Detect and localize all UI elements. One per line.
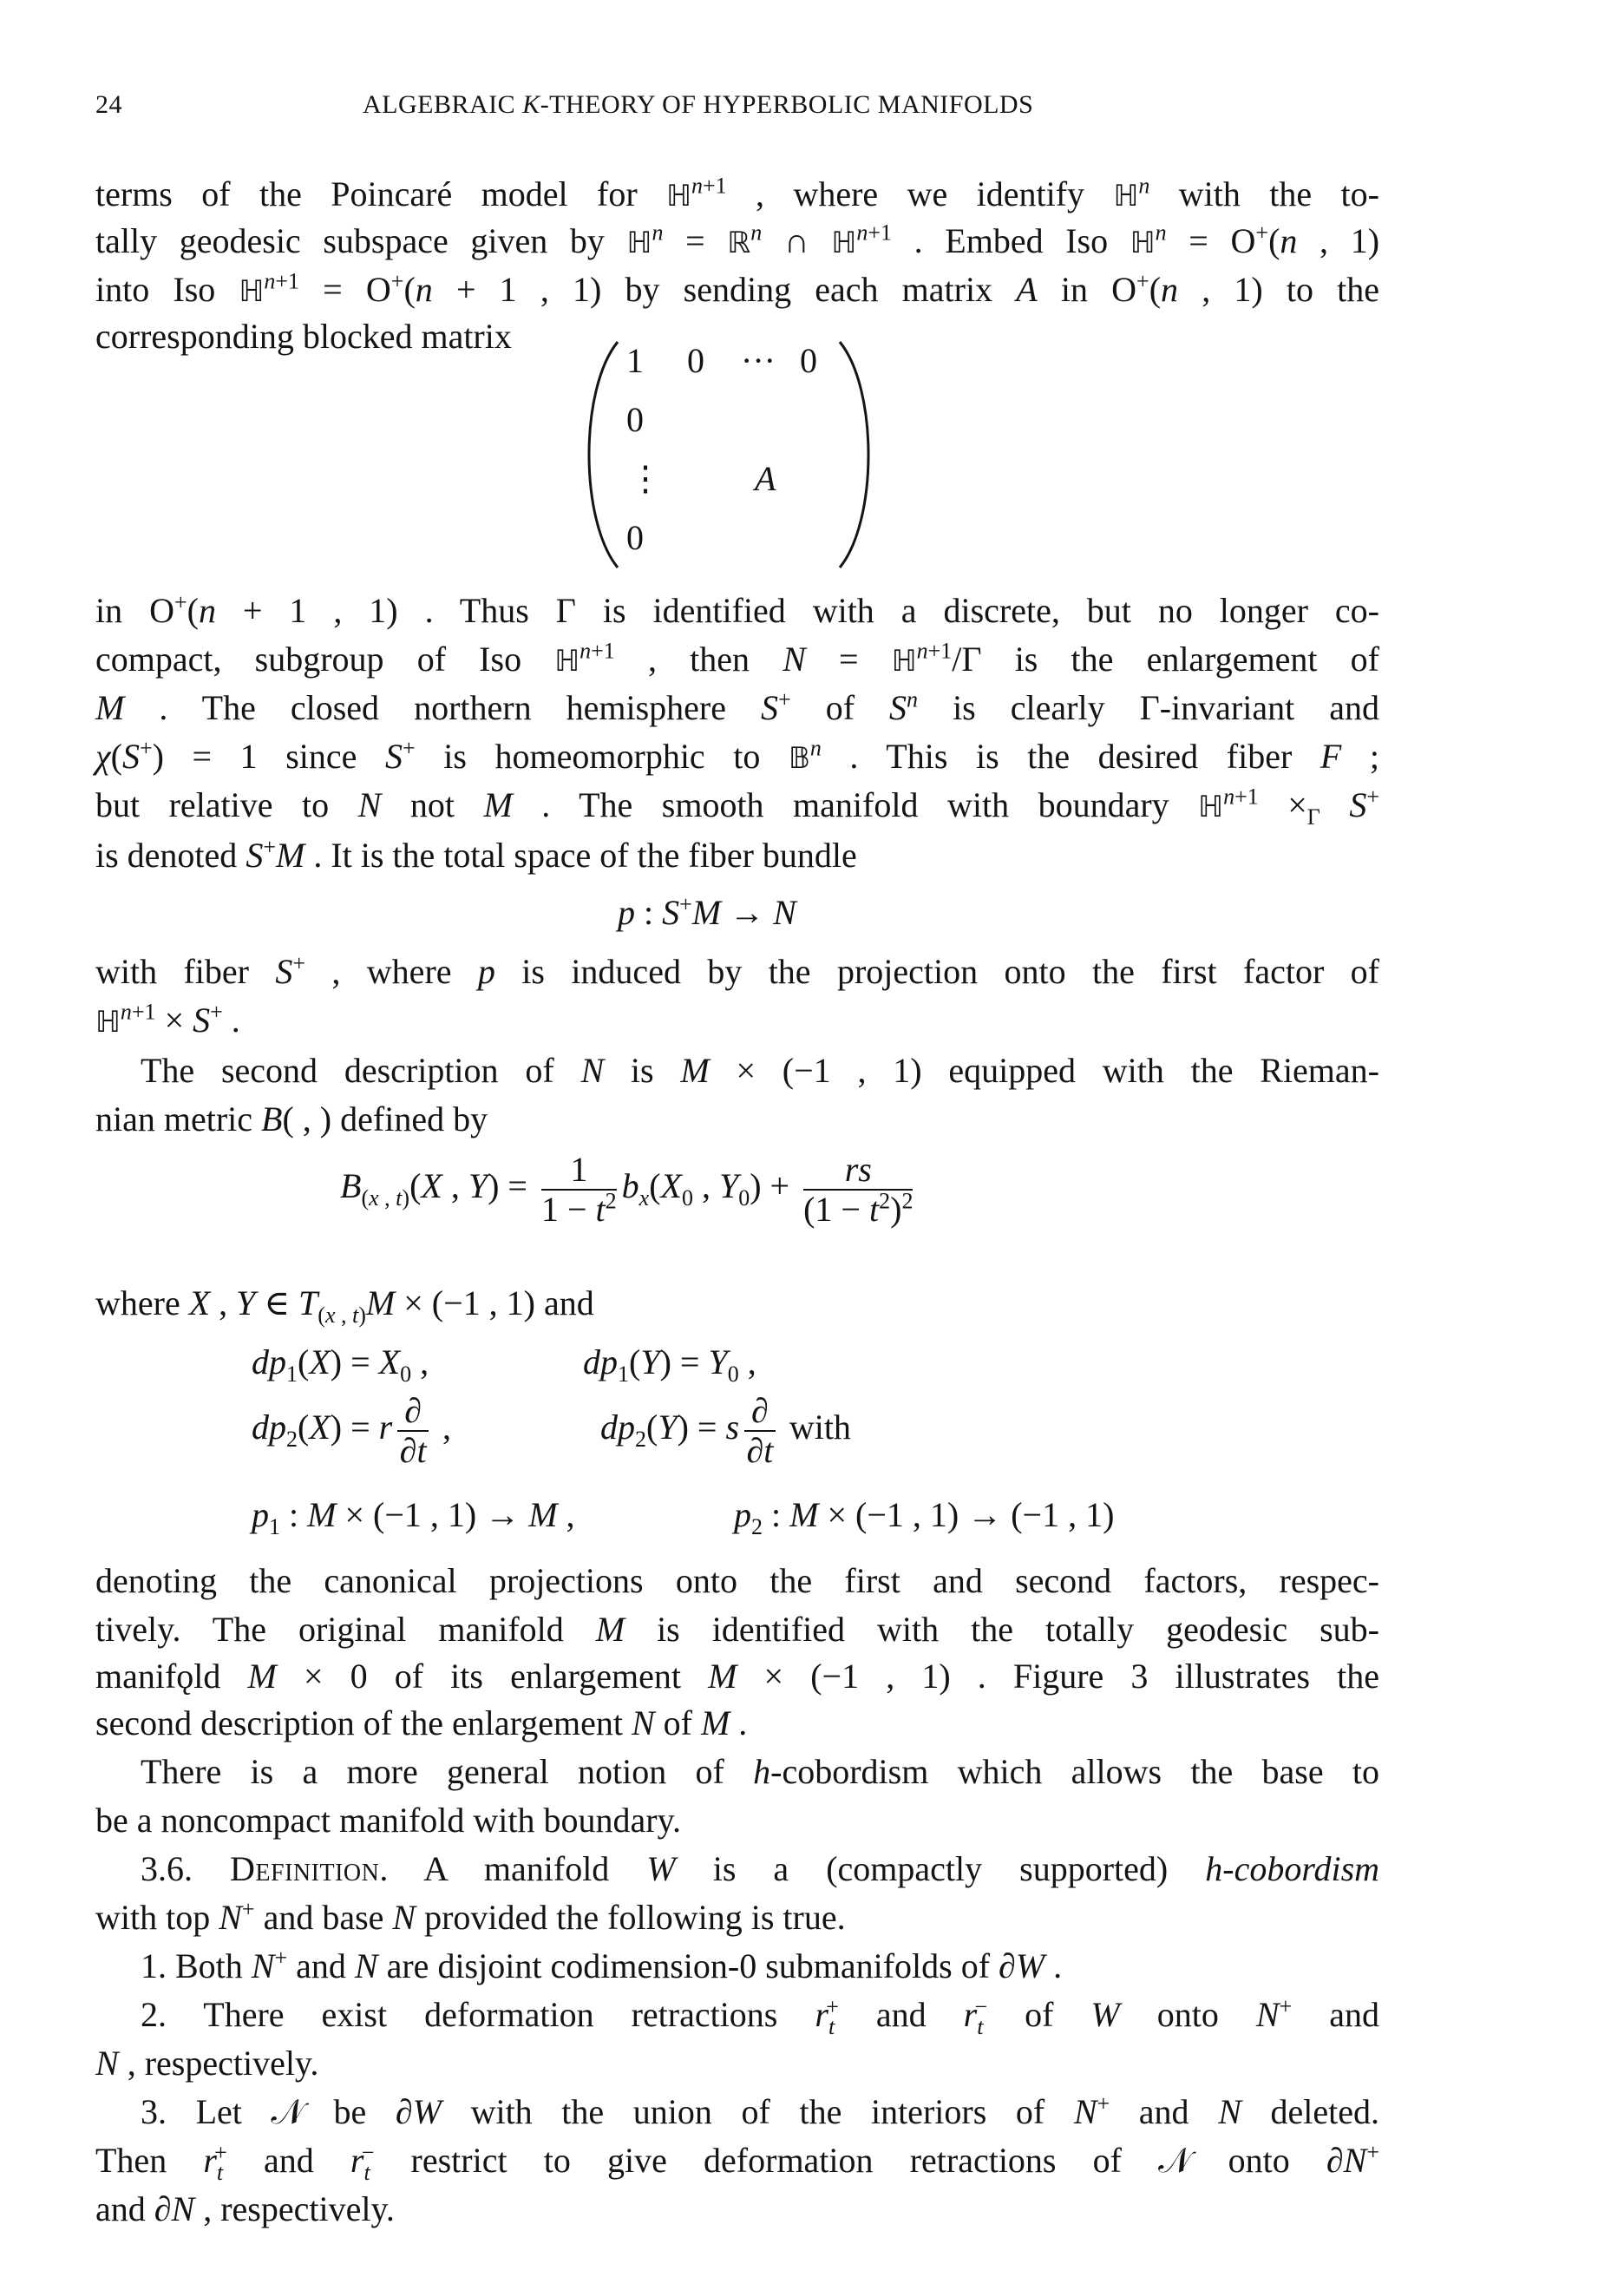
equation-row: $dp_2(Y) = s$ $\frac{\partial}{\partial t}$ with: [600, 1391, 851, 1470]
text-line: tively. The original manifold M is identified with the totally geodesic sub-: [95, 1610, 1379, 1649]
text-line: in O+(n + 1 , 1) . Thus Γ is identified with a discrete, but no longer co-: [95, 589, 1380, 630]
matrix-cell: 0: [687, 341, 704, 380]
text-line: be a noncompact manifold with boundary.: [95, 1801, 681, 1840]
equation-row: $dp_1(Y) = Y_0$ ,: [583, 1342, 756, 1387]
text-line: with top N+ and base N provided the following is true.: [95, 1896, 846, 1937]
fraction: $\frac{rs}{(1 - t^2)^2}$: [803, 1150, 914, 1229]
text-line: into Iso ℍ$^{n+1}$ = O+(n + 1 , 1) by sending each matrix A in O+(n , 1) to the: [95, 268, 1379, 309]
metric-equation: $B_{(x , t)}(X$ , Y) = $\frac{1}{1 - t^2}$ $b_x(X_0$ , $Y_0$) + $\frac{rs}{(1 - t^2)^2}$: [340, 1150, 914, 1229]
text-line: with fiber S+ , where p is induced by the projection onto the first factor of: [95, 950, 1379, 991]
text-line: second description of the enlargement N of M .: [95, 1703, 748, 1742]
text-line: M . The closed northern hemisphere S+ of $S^n$ is clearly Γ-invariant and: [95, 686, 1379, 727]
right-parenthesis: [833, 337, 885, 573]
text-line: is denoted S+M . It is the total space of the fiber bundle: [95, 834, 857, 875]
running-title: ALGEBRAIC K-THEORY OF HYPERBOLIC MANIFOLDS: [363, 90, 1034, 119]
definition-heading: 3.6. Definition. A manifold W is a (compactly supported) h-cobordism: [141, 1849, 1380, 1888]
blocked-matrix: [573, 337, 885, 573]
text-line: where X , Y ∈ $T_{(x , t)}M \times (-1$ , 1) and: [95, 1283, 594, 1328]
fraction: $\frac{\partial}{\partial t}$: [397, 1392, 429, 1470]
list-item: 3. Let 𝒩 be ∂W with the union of the interiors of N+ and N deleted.: [141, 2090, 1379, 2131]
list-item: 1. Both N+ and N are disjoint codimension-0 submanifolds of ∂W .: [141, 1945, 1063, 1985]
text-line: but relative to N not M . The smooth manifold with boundary ℍ$^{n+1}$ $\times_\Gamma$ S+: [95, 784, 1380, 830]
equation-row: $dp_2(X) = r$ $\frac{\partial}{\partial t}$ ,: [252, 1391, 451, 1470]
matrix-cell: ⋮: [628, 459, 663, 498]
text-line: manifǫld M × 0 of its enlargement M × (−1 , 1) . Figure 3 illustrates the: [95, 1657, 1379, 1696]
fraction: $\frac{\partial}{\partial t}$: [744, 1392, 776, 1470]
page-number: 24: [95, 90, 122, 119]
matrix-cell: 0: [626, 518, 644, 557]
matrix-cell: A: [755, 459, 776, 498]
matrix-cell: ···: [741, 341, 776, 380]
text-line: N , respectively.: [95, 2044, 319, 2083]
text-line: Then $r_t^+$ and $r_t^-$ restrict to give deformation retractions of 𝒩 onto ∂N+: [95, 2139, 1379, 2185]
display-equation: p : S+M → N: [618, 891, 796, 932]
fraction: $\frac{1}{1 - t^2}$: [540, 1150, 617, 1229]
list-item: 2. There exist deformation retractions $r_t^+$ and $r_t^-$ of W onto N+ and: [141, 1993, 1379, 2039]
text-line: There is a more general notion of h-cobordism which allows the base to: [141, 1752, 1380, 1791]
equation-row: $dp_1(X) = X_0$ ,: [252, 1342, 429, 1387]
equation-row: $p_2$ : M × (−1 , 1) → (−1 , 1): [734, 1495, 1115, 1539]
matrix-cell: 1: [626, 341, 644, 380]
equation-row: $p_1$ : M × (−1 , 1) → M ,: [252, 1495, 575, 1539]
text-line: ℍ$^{n+1}$ × S+ .: [95, 999, 240, 1040]
text-line: compact, subgroup of Iso ℍ$^{n+1}$ , then N = ℍ$^{n+1}$/Γ is the enlargement of: [95, 638, 1379, 679]
text-line: tally geodesic subspace given by ℍ$^n$ = ℝ$^n$ ∩ ℍ$^{n+1}$ . Embed Iso ℍ$^n$ = O+(n , 1): [95, 220, 1380, 260]
text-line: terms of the Poincaré model for ℍ$^{n+1}$ , where we identify ℍ$^n$ with the to-: [95, 173, 1379, 213]
text-line: corresponding blocked matrix: [95, 317, 512, 356]
text-line: and ∂N , respectively.: [95, 2189, 395, 2228]
text-line: χ(S+) = 1 since S+ is homeomorphic to 𝔹$^n$ . This is the desired fiber F ;: [95, 735, 1379, 776]
matrix-cell: 0: [800, 341, 817, 380]
matrix-cell: 0: [626, 400, 644, 439]
text-line: nian metric B( , ) defined by: [95, 1099, 488, 1138]
text-line: The second description of N is M × (−1 , 1) equipped with the Rieman-: [141, 1051, 1379, 1090]
text-line: denoting the canonical projections onto the first and second factors, respec-: [95, 1561, 1379, 1600]
left-parenthesis: [573, 337, 625, 573]
